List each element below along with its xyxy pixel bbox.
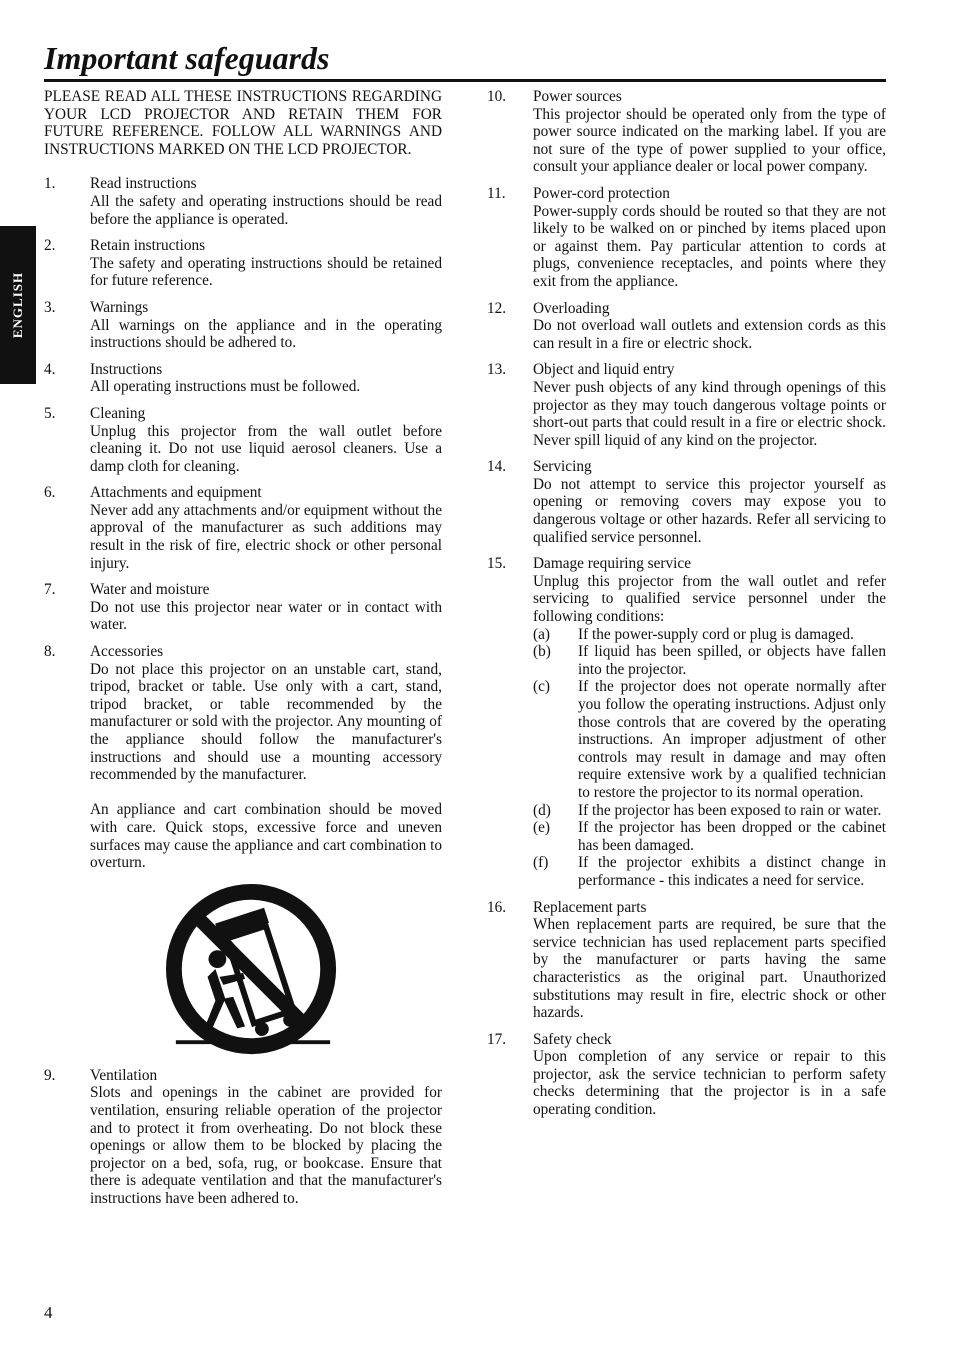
item-body: When replacement parts are required, be sure that the service technician has used replacement parts specified by the manufacturer or parts having the same characteristics as the original part. Unauthorized substitutions may result in fire, electric shock or other hazards.: [533, 916, 886, 1022]
intro-paragraph: PLEASE READ ALL THESE INSTRUCTIONS REGARDING YOUR LCD PROJECTOR AND RETAIN THEM FOR FUTURE REFERENCE. FOLLOW ALL WARNINGS AND INSTRUCTIONS MARKED ON THE LCD PROJECTOR.: [44, 88, 442, 158]
condition-label: (c): [533, 678, 550, 696]
item-body: All warnings on the appliance and in the operating instructions should be adhered to.: [90, 316, 442, 352]
item-heading: Object and liquid entry: [533, 361, 675, 379]
item-heading: Damage requiring service: [533, 555, 691, 573]
item-body: Do not use this projector near water or in contact with water.: [90, 598, 442, 634]
safeguard-item-2: [44, 237, 442, 290]
item-body: Never push objects of any kind through openings of this projector as they may touch dangerous voltage points or short-out parts that could result in a fire or electric shock. Never spill liquid of any kind on the projector.: [533, 378, 886, 449]
item-body: Power-supply cords should be routed so that they are not likely to be walked on or pinched by items placed upon or against them. Pay particular attention to cords at plugs, convenience receptacles, and points where they exit from the appliance.: [533, 202, 886, 290]
item-number: 13.: [487, 361, 507, 379]
condition-item: [533, 626, 886, 644]
language-tab: [0, 226, 36, 384]
condition-text: If the projector does not operate normally after you follow the operating instructions. Adjust only those controls that are covered by the operating instructions. An improper adjustment of other controls may result in damage and may often require extensive work by a qualified technician to restore the projector to its normal operation.: [578, 678, 886, 801]
safeguard-item-14: [487, 458, 886, 546]
language-tab-label: ENGLISH: [10, 271, 25, 339]
item-body: Do not place this projector on an unstable cart, stand, tripod, bracket or table. Use only with a cart, stand, tripod bracket, or table recommended by the manufacturer or sold with the projector. Any mounting of the appliance should follow the manufacturer's instructions and should use a mounting accessory recommended by the manufacturer.: [90, 660, 442, 784]
condition-label: (a): [533, 625, 550, 643]
item-body: Unplug this projector from the wall outlet before cleaning it. Do not use liquid aerosol cleaners. Use a damp cloth for cleaning.: [90, 422, 442, 475]
item-number: 15.: [487, 555, 507, 573]
condition-text: If the power-supply cord or plug is damaged.: [578, 625, 854, 643]
condition-label: (b): [533, 643, 551, 661]
safeguard-item-17: [487, 1031, 886, 1119]
item-heading: Cleaning: [90, 404, 146, 422]
item-number: 1.: [44, 175, 56, 193]
safeguard-item-5: [44, 405, 442, 475]
condition-label: (e): [533, 819, 550, 837]
item-number: 11.: [487, 184, 506, 202]
title-rule: [44, 79, 886, 82]
page-number: 4: [44, 1303, 53, 1322]
item-body: The safety and operating instructions should be retained for future reference.: [90, 254, 442, 290]
item-heading: Ventilation: [90, 1066, 158, 1084]
item-number: 16.: [487, 898, 507, 916]
item-body: Slots and openings in the cabinet are provided for ventilation, ensuring reliable operation of the projector and to protect it from overheating. Do not block these openings or allow them to be blocked by placing the projector on a bed, sofa, rug, or bookcase. Ensure that there is adequate ventilation and that the manufacturer's instructions have been adhered to.: [90, 1084, 442, 1207]
page-title: Important safeguards: [44, 40, 330, 76]
item-number: 3.: [44, 298, 56, 316]
item-number: 12.: [487, 299, 507, 317]
right-column: [487, 88, 886, 1128]
safeguard-item-7: [44, 581, 442, 634]
item-body: Do not attempt to service this projector yourself as opening or removing covers may expose you to dangerous voltage or other hazards. Refer all servicing to qualified service personnel.: [533, 475, 886, 546]
item-heading: Read instructions: [90, 175, 197, 193]
item-number: 5.: [44, 404, 56, 422]
item-number: 17.: [487, 1030, 507, 1048]
item-heading: Safety check: [533, 1030, 612, 1048]
item-number: 4.: [44, 360, 56, 378]
condition-text: If the projector has been dropped or the cabinet has been damaged.: [578, 819, 886, 854]
left-column: [44, 88, 442, 1217]
item-body: Unplug this projector from the wall outlet and refer servicing to qualified service personnel under the following conditions:: [533, 572, 886, 626]
item-number: 8.: [44, 643, 56, 661]
safeguard-item-11: [487, 185, 886, 291]
safeguard-item-10: [487, 88, 886, 176]
item-number: 2.: [44, 237, 56, 255]
safeguard-item-3: [44, 299, 442, 352]
item-heading: Servicing: [533, 458, 592, 476]
item-number: 7.: [44, 581, 56, 599]
item-number: 14.: [487, 458, 507, 476]
item-body-note: An appliance and cart combination should be moved with care. Quick stops, excessive force and uneven surfaces may cause the appliance and cart combination to overturn.: [90, 801, 442, 872]
item-heading: Instructions: [90, 360, 163, 378]
safeguard-item-4: [44, 361, 442, 396]
condition-item: [533, 678, 886, 801]
condition-item: [533, 819, 886, 854]
condition-item: [533, 643, 886, 678]
safeguard-item-13: [487, 361, 886, 449]
item-number: 9.: [44, 1066, 56, 1084]
item-body: All the safety and operating instructions should be read before the appliance is operated.: [90, 192, 442, 228]
condition-label: (f): [533, 854, 549, 872]
item-heading: Warnings: [90, 298, 149, 316]
condition-item: [533, 802, 886, 820]
item-body: Do not overload wall outlets and extension cords as this can result in a fire or electric shock.: [533, 317, 886, 352]
item-body: All operating instructions must be followed.: [90, 378, 361, 396]
item-body: This projector should be operated only from the type of power source indicated on the marking label. If you are not sure of the type of power supplied to your office, consult your appliance dealer or local power company.: [533, 105, 886, 176]
item-heading: Overloading: [533, 299, 610, 317]
cart-tip-over-warning-icon: [164, 881, 342, 1061]
safeguard-item-12: [487, 300, 886, 353]
condition-text: If the projector has been exposed to rain or water.: [578, 801, 882, 819]
safeguard-item-8: [44, 643, 442, 872]
safeguard-item-1: [44, 175, 442, 228]
safeguard-item-6: [44, 484, 442, 572]
safeguard-item-15: [487, 555, 886, 889]
condition-text: If liquid has been spilled, or objects have fallen into the projector.: [578, 643, 886, 678]
condition-item: [533, 854, 886, 889]
condition-label: (d): [533, 801, 551, 819]
item-heading: Power-cord protection: [533, 184, 670, 202]
item-number: 6.: [44, 484, 56, 502]
item-heading: Retain instructions: [90, 237, 206, 255]
safeguard-item-16: [487, 899, 886, 1022]
safeguard-item-9: [44, 1067, 442, 1208]
item-heading: Power sources: [533, 88, 622, 105]
item-body: Upon completion of any service or repair to this projector, ask the service technician to perform safety checks determining that the projector is in a safe operating condition.: [533, 1048, 886, 1119]
item-heading: Accessories: [90, 643, 164, 661]
item-body: Never add any attachments and/or equipment without the approval of the manufacturer as such additions may result in the risk of fire, electric shock or other personal injury.: [90, 501, 442, 572]
condition-list: [533, 626, 886, 890]
item-heading: Replacement parts: [533, 898, 647, 916]
item-heading: Water and moisture: [90, 581, 210, 599]
item-heading: Attachments and equipment: [90, 484, 262, 502]
item-number: 10.: [487, 88, 507, 105]
condition-text: If the projector exhibits a distinct change in performance - this indicates a need for service.: [578, 854, 886, 889]
